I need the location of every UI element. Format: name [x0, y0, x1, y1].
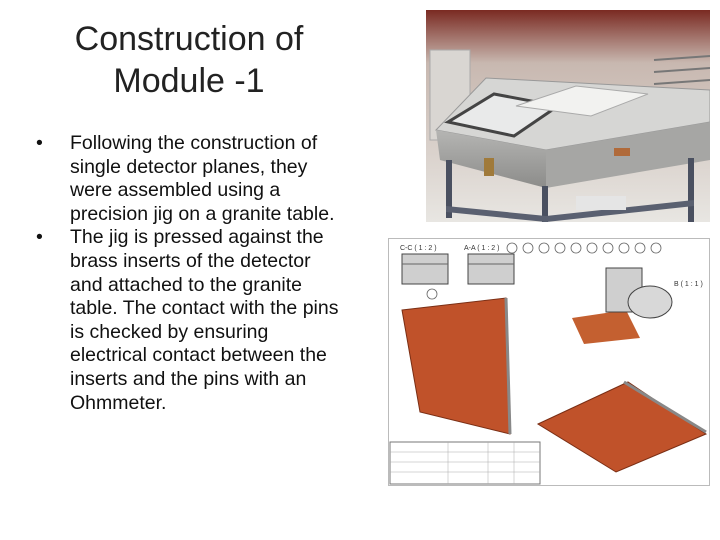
title-line-1: Construction of — [74, 20, 304, 58]
title-line-2: Module -1 — [113, 62, 265, 100]
bullet-text: Following the construction of single detector planes, they were assembled using a precision jig on a granite table. — [70, 132, 335, 225]
slide-title — [28, 18, 350, 102]
bullet-list — [36, 132, 348, 415]
bullet-item — [36, 226, 348, 415]
bullet-text: The jig is pressed against the brass inserts of the detector and attached to the granite table. The contact with the pins is checked by ensuring electrical contact between the inserts and the pins with an Ohmmeter. — [70, 226, 339, 414]
section-label-aa: A-A ( 1 : 2 ) — [464, 245, 500, 252]
granite-table-photo — [426, 10, 710, 222]
detail-label-b: B ( 1 : 1 ) — [674, 281, 703, 288]
bullet-item — [36, 132, 348, 226]
jig-assembly-drawing — [388, 238, 710, 486]
section-label-cc: C-C ( 1 : 2 ) — [400, 245, 437, 252]
bullet-dot-icon: • — [36, 226, 43, 249]
bullet-dot-icon: • — [36, 132, 43, 154]
